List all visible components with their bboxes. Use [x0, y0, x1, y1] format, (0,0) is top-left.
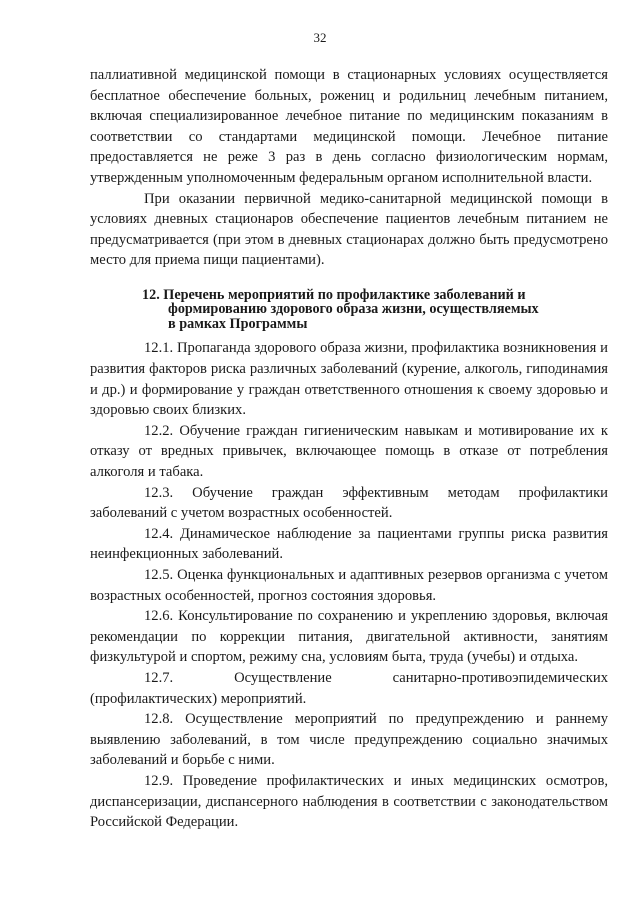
- list-item: 12.8. Осуществление мероприятий по предупреждению и раннему выявлению заболеваний, в том числе предупреждению социально значимых заболеваний и борьбе с ними.: [90, 711, 608, 769]
- list-item: 12.3. Обучение граждан эффективным методам профилактики заболеваний с учетом возрастных особенностей.: [90, 484, 608, 522]
- page-number: 32: [313, 30, 327, 45]
- document-body: [90, 65, 608, 833]
- list-item: 12.2. Обучение граждан гигиеническим навыкам и мотивирование их к отказу от вредных привычек, включающее помощь в отказе от потребления алкоголя и табака.: [90, 422, 608, 480]
- list-item: 12.9. Проведение профилактических и иных медицинских осмотров, диспансеризации, диспансерного наблюдения в соответствии с законодательством Российской Федерации.: [90, 772, 608, 831]
- paragraph-palliative-nutrition: паллиативной медицинской помощи в стационарных условиях осуществляется бесплатное обеспечение больных, рожениц и родильниц лечебным питанием, включая специализированное лечебное питание по медицинским показаниям в соответствии со стандартами медицинской помощи. Лечебное питание предоставляется не реже 3 раз в день согласно физиологическим нормам, утвержденным уполномоченным федеральным органом исполнительной власти.: [90, 67, 608, 186]
- list-item: 12.1. Пропаганда здорового образа жизни, профилактика возникновения и развития факторов риска различных заболеваний (курение, алкоголь, гиподинамия и др.) и формирование у граждан ответственного отношения к своему здоровью и здоровью своих близких.: [90, 340, 608, 419]
- paragraph-day-hospital: При оказании первичной медико-санитарной медицинской помощи в условиях дневных стационаров обеспечение пациентов лечебным питанием не предусматривается (при этом в дневных стационарах должно быть предусмотрено место для приема пищи пациентами).: [90, 190, 608, 269]
- list-item: 12.7. Осуществление санитарно-противоэпидемических (профилактических) мероприятий.: [90, 669, 608, 707]
- list-item: 12.4. Динамическое наблюдение за пациентами группы риска развития неинфекционных заболеваний.: [90, 525, 608, 563]
- section-heading: [90, 288, 608, 332]
- section-heading-line: в рамках Программы: [168, 315, 308, 332]
- section-heading-line: формированию здорового образа жизни, осуществляемых: [168, 301, 539, 318]
- list-item: 12.5. Оценка функциональных и адаптивных резервов организма с учетом возрастных особенностей, прогноз состояния здоровья.: [90, 566, 608, 604]
- list-item: 12.6. Консультирование по сохранению и укреплению здоровья, включая рекомендации по коррекции питания, двигательной активности, занятиям физкультурой и спортом, режиму сна, условиям быта, труда (учебы) и отдыха.: [90, 608, 608, 666]
- section-heading-line: 12. Перечень мероприятий по профилактике заболеваний и: [142, 286, 526, 303]
